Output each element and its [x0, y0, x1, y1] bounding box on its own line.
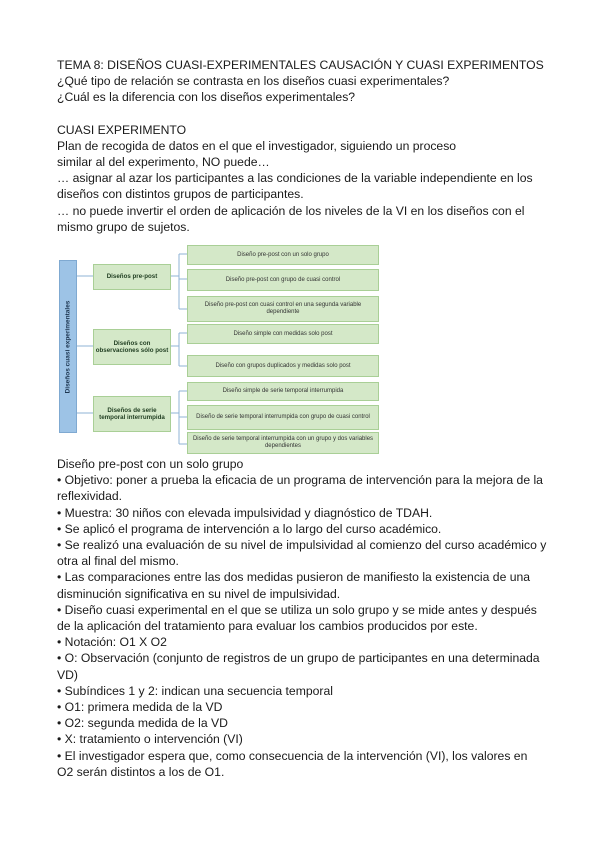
paragraph-line: … no puede invertir el orden de aplicación de los niveles de la VI en los diseños con el	[57, 203, 525, 218]
bullet-line: • O2: segunda medida de la VD	[57, 716, 228, 731]
bullet-line: • Objetivo: poner a prueba la eficacia de un programa de intervención para la mejora de la	[57, 473, 543, 488]
paragraph-line: Plan de recogida de datos en el que el investigador, siguiendo un proceso	[57, 138, 457, 153]
question-1: ¿Qué tipo de relación se contrasta en los diseños cuasi experimentales?	[57, 74, 450, 89]
bullet-line: • Se realizó una evaluación de su nivel de impulsividad al comienzo del curso académico y	[57, 538, 547, 553]
bullet-line: • Diseño cuasi experimental en el que se utiliza un solo grupo y se mide antes y después	[57, 602, 537, 617]
bullet-line: • El investigador espera que, como consecuencia de la intervención (VI), los valores en	[57, 748, 528, 763]
bullet-line: • X: tratamiento o intervención (VI)	[57, 732, 243, 747]
bullet-line: • O: Observación (conjunto de registros de un grupo de participantes en una determinada	[57, 651, 540, 666]
bullet-line: • Subíndices 1 y 2: indican una secuencia temporal	[57, 683, 333, 698]
diagram-root-label: Diseños cuasi experimentales	[64, 300, 72, 393]
design-item: Diseño pre-post con cuasi control en una segunda variable dependiente	[187, 296, 379, 322]
design-item: Diseño simple con medidas solo post	[187, 324, 379, 344]
document-title: TEMA 8: DISEÑOS CUASI-EXPERIMENTALES CAUSACIÓN Y CUASI EXPERIMENTOS	[57, 58, 544, 72]
document-page	[57, 57, 547, 780]
bullet-line: • Muestra: 30 niños con elevada impulsividad y diagnóstico de TDAH.	[57, 505, 433, 520]
bullet-line: de la aplicación del tratamiento para evaluar los cambios producidos por este.	[57, 619, 478, 634]
question-2: ¿Cuál es la diferencia con los diseños experimentales?	[57, 90, 356, 105]
design-item: Diseño pre-post con grupo de cuasi control	[187, 269, 379, 291]
bullet-line: reflexividad.	[57, 489, 123, 504]
category-serie-temporal: Diseños de serie temporal interrumpida	[93, 396, 171, 432]
category-solo-post: Diseños con observaciones sólo post	[93, 329, 171, 365]
design-item: Diseño de serie temporal interrumpida con un grupo y dos variables dependientes	[187, 432, 379, 454]
design-item: Diseño con grupos duplicados y medidas solo post	[187, 355, 379, 377]
bullet-line: • Se aplicó el programa de intervención a lo largo del curso académico.	[57, 521, 442, 536]
design-item: Diseño de serie temporal interrumpida con grupo de cuasi control	[187, 405, 379, 430]
paragraph-line: similar al del experimento, NO puede…	[57, 155, 270, 170]
section-heading-cuasi: CUASI EXPERIMENTO	[57, 122, 187, 137]
paragraph-line: mismo grupo de sujetos.	[57, 219, 190, 234]
bullet-line: • O1: primera medida de la VD	[57, 700, 223, 715]
bullet-line: • Las comparaciones entre las dos medidas pusieron de manifiesto la existencia de una	[57, 570, 531, 585]
paragraph-line: diseños con distintos grupos de participantes.	[57, 187, 304, 202]
category-pre-post: Diseños pre-post	[93, 264, 171, 290]
bullet-line: VD)	[57, 667, 78, 682]
diagram-root	[59, 260, 77, 433]
section-heading-prepost: Diseño pre-post con un solo grupo	[57, 457, 244, 472]
paragraph-line: … asignar al azar los participantes a las condiciones de la variable independiente en los	[57, 171, 533, 186]
designs-diagram	[59, 241, 379, 452]
bullet-line: O2 serán distintos a los de O1.	[57, 764, 225, 779]
bullet-line: disminución significativa en su nivel de impulsividad.	[57, 586, 341, 601]
bullet-line: • Notación: O1 X O2	[57, 635, 167, 650]
bullet-line: otra al final del mismo.	[57, 554, 179, 569]
design-item: Diseño pre-post con un solo grupo	[187, 245, 379, 265]
design-item: Diseño simple de serie temporal interrumpida	[187, 382, 379, 401]
